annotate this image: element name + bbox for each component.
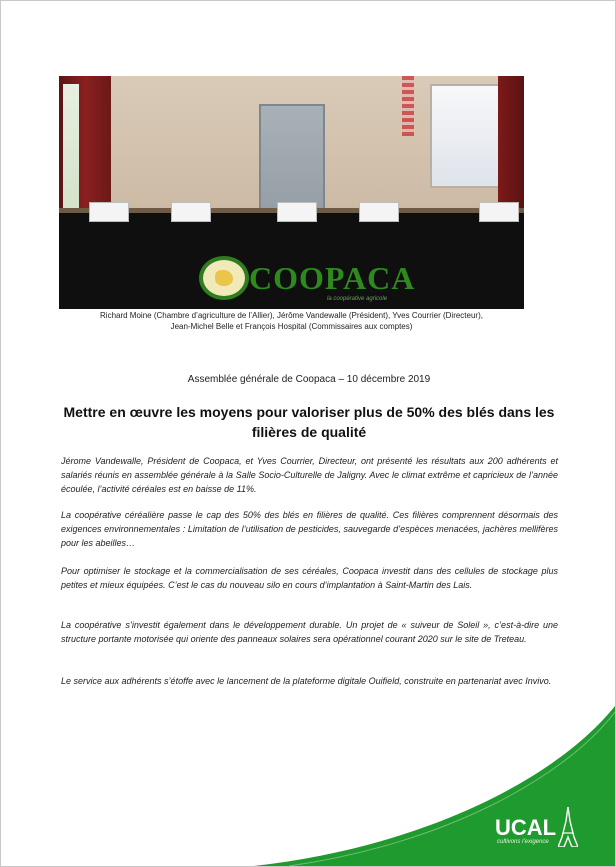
coopaca-logo-text: COOPACA	[249, 260, 416, 296]
coopaca-logo	[199, 252, 439, 306]
event-line: Assemblée générale de Coopaca – 10 décembre 2019	[187, 374, 431, 385]
nameplate	[479, 202, 519, 222]
paragraph-1: Jérome Vandewalle, Président de Coopaca, et Yves Courrier, Directeur, ont présenté les résultats aux 200 adhérents et salariés réunis en assemblée générale à la Salle Socio-Culturelle de Jaligny. Avec le climat extrême et capricieux de l’année écoulée, l’activité céréales est en baisse de 11%.	[61, 456, 558, 494]
ucal-logo-text: UCAL	[495, 815, 557, 840]
eiffel-tower-icon	[558, 807, 578, 847]
paragraph-5: Le service aux adhérents s’étoffe avec le lancement de la plateforme digitale Ouifield, construite en partenariat avec Invivo.	[61, 676, 552, 686]
nameplate	[171, 202, 211, 222]
coopaca-logo-subtext: la coopérative agricole	[327, 296, 388, 302]
assembly-photo	[59, 76, 524, 309]
photo-caption	[59, 310, 524, 332]
paragraph-2: La coopérative céréalière passe le cap des 50% des blés en filières de qualité. Ces filières comprennent désormais des exigences environnementales : Limitation de l’utilisation de pesticides, sauvegarde d’espèces menacées, jachères mellifères pour les abeilles…	[61, 510, 558, 548]
caption-line-1: Richard Moine (Chambre d’agriculture de l’Allier), Jérôme Vandewalle (Président), Yves Courrier (Directeur),	[100, 311, 483, 320]
nameplate	[89, 202, 129, 222]
paragraph-4: La coopérative s’investit également dans le développement durable. Un projet de « suiveur de Soleil », c’est-à-dire une structure portante motorisée qui oriente des panneaux solaires sera opérationnel courant 2020 sur le site de Treteau.	[61, 620, 558, 644]
paragraph-3: Pour optimiser le stockage et la commercialisation de ses céréales, Coopaca investit dans des cellules de stockage plus petites et mieux équipées. C’est le cas du nouveau silo en cours d’implantation à Saint-Martin des Lais.	[61, 566, 558, 590]
nameplate	[277, 202, 317, 222]
nameplate	[359, 202, 399, 222]
headline: Mettre en œuvre les moyens pour valoriser plus de 50% des blés dans les filières de qualité	[63, 404, 555, 440]
caption-line-2: Jean-Michel Belle et François Hospital (Commissaires aux comptes)	[170, 322, 413, 331]
photo-decoration	[402, 76, 414, 136]
coopaca-emblem-icon	[199, 256, 249, 300]
ucal-tagline: cultivons l’exigence	[497, 839, 549, 845]
photo-window	[430, 84, 500, 188]
